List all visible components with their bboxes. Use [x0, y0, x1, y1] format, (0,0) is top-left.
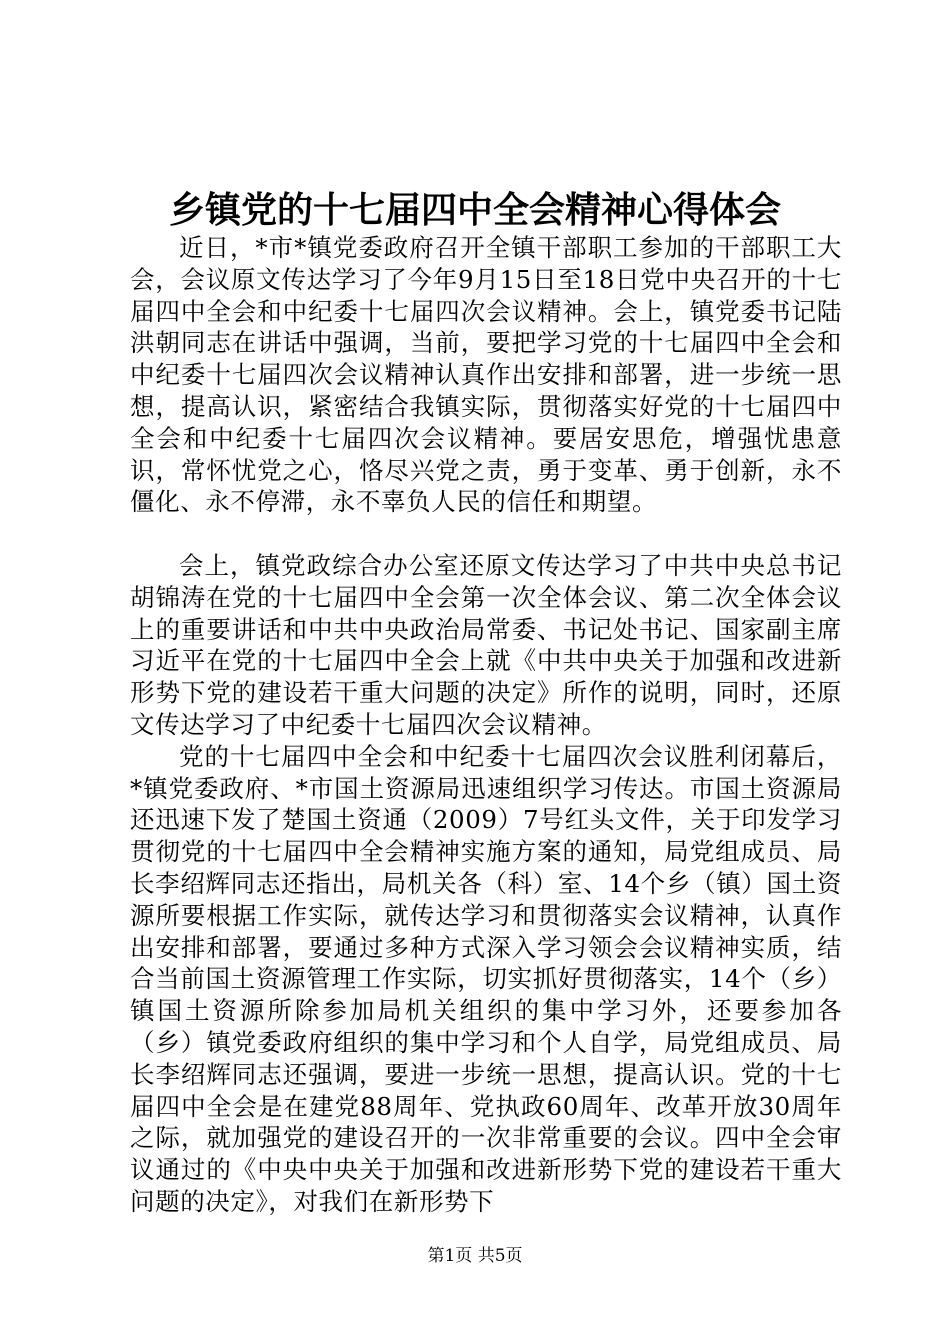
paragraph-3: 党的十七届四中全会和中纪委十七届四次会议胜利闭幕后，*镇党委政府、*市国土资源局迅速组织学习传达。市国土资源局还迅速下发了楚国土资通（2009）7号红头文件，关于印发学习贯彻党的十七届四中全会精神实施方案的通知，局党组成员、局长李绍辉同志还指出，局机关各（科）室、14个乡（镇）国土资源所要根据工作实际，就传达学习和贯彻落实会议精神，认真作出安排和部署，要通过多种方式深入学习领会会议精神实质，结合当前国土资源管理工作实际，切实抓好贯彻落实，14个（乡）镇国土资源所除参加局机关组织的集中学习外，还要参加各（乡）镇党委政府组织的集中学习和个人自学，局党组成员、局长李绍辉同志还强调，要进一步统一思想，提高认识。党的十七届四中全会是在建党88周年、党执政60周年、改革开放30周年之际，就加强党的建设召开的一次非常重要的会议。四中全会审议通过的《中央中央关于加强和改进新形势下党的建设若干重大问题的决定》，对我们在新形势下 — [130, 741, 842, 1216]
document-title: 乡镇党的十七届四中全会精神心得体会 — [168, 189, 781, 231]
page-footer: 第1页 共5页 — [427, 1246, 523, 1266]
paragraph-1: 近日，*市*镇党委政府召开全镇干部职工参加的干部职工大会，会议原文传达学习了今年9月15日至18日党中央召开的十七届四中全会和中纪委十七届四次会议精神。会上，镇党委书记陆洪朝同志在讲话中强调，当前，要把学习党的十七届四中全会和中纪委十七届四次会议精神认真作出安排和部署，进一步统一思想，提高认识，紧密结合我镇实际，贯彻落实好党的十七届四中全会和中纪委十七届四次会议精神。要居安思危，增强忧患意识，常怀忧党之心，恪尽兴党之责，勇于变革、勇于创新，永不僵化、永不停滞，永不辜负人民的信任和期望。 — [130, 233, 842, 517]
paragraph-2: 会上，镇党政综合办公室还原文传达学习了中共中央总书记胡锦涛在党的十七届四中全会第一次全体会议、第二次全体会议上的重要讲话和中共中央政治局常委、书记处书记、国家副主席习近平在党的十七届四中全会上就《中共中央关于加强和改进新形势下党的建设若干重大问题的决定》所作的说明，同时，还原文传达学习了中纪委十七届四次会议精神。 — [130, 550, 842, 739]
document-body — [130, 232, 842, 1218]
